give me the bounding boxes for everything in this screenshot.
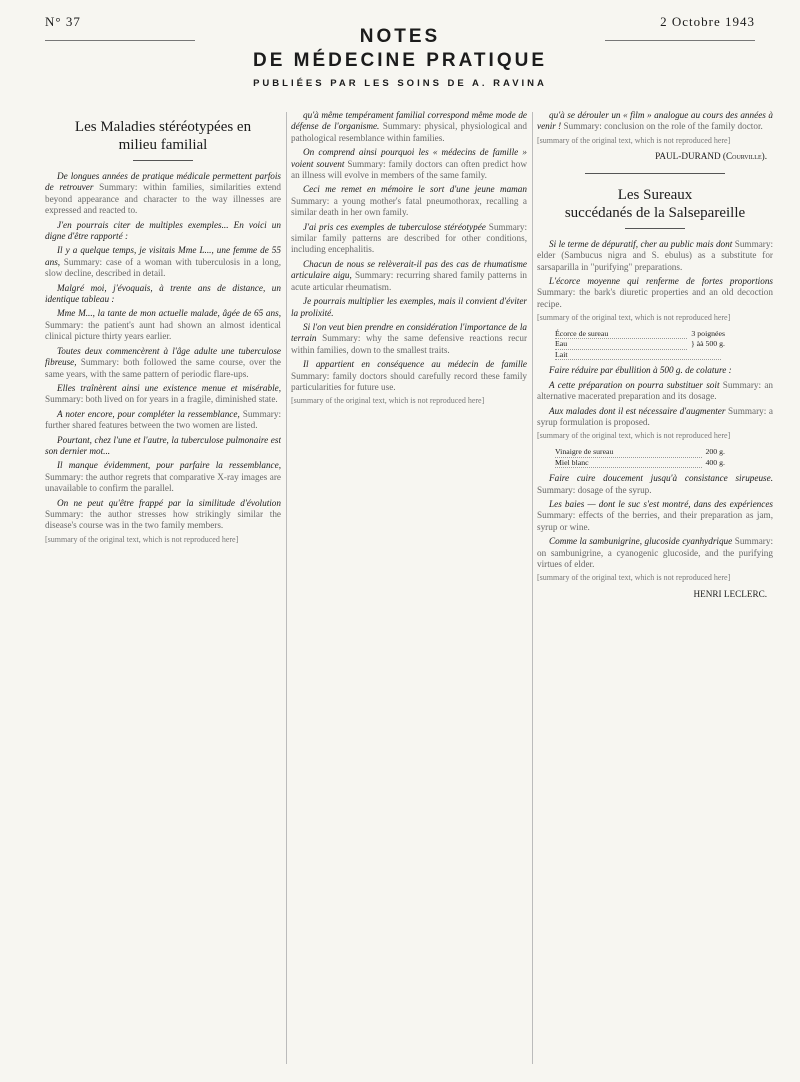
paragraph [45, 308, 281, 342]
paragraph-opening: On ne peut qu'être frappé par la similitude d'évolution [57, 497, 281, 508]
paragraph-summary: Summary: case of a woman with tuberculosis in a long, slow decline, described in detail. [45, 256, 281, 279]
paragraph-opening: On comprend ainsi pourquoi les « médecins de famille » voient souvent [291, 147, 527, 169]
paragraph [537, 536, 773, 570]
paragraph-summary: Summary: the bark's diuretic properties and an old decoction recipe. [537, 287, 773, 309]
paragraph-opening: Les baies — dont le suc s'est montré, dans des expériences [549, 498, 773, 509]
paragraph [291, 147, 527, 181]
recipe-quantity: 3 poignées [691, 328, 725, 338]
column-2 [291, 110, 527, 1070]
journal-title-line1: NOTES [359, 26, 441, 47]
paragraph [45, 171, 281, 217]
paragraph [45, 498, 281, 532]
paragraph [45, 409, 281, 432]
paragraph-opening: Chacun de nous se relèverait-il pas des cas de rhumatisme articulaire aigu, [291, 258, 527, 281]
paragraph-opening: Elles traînèrent ainsi une existence menue et misérable, [57, 382, 281, 393]
paragraph [291, 184, 527, 218]
paragraph-opening: Malgré moi, j'évoquais, à trente ans de distance, un identique tableau : [45, 282, 281, 305]
article-title [45, 118, 281, 154]
paragraph [45, 460, 281, 494]
paragraph [45, 435, 281, 458]
recipe-row [555, 350, 725, 361]
paragraph [537, 365, 773, 376]
paragraph-opening: Aux malades dont il est nécessaire d'augmenter [549, 405, 726, 416]
article-body [537, 365, 773, 441]
paragraph-opening: Il appartient en conséquence au médecin de famille [303, 359, 527, 370]
title-underline [133, 160, 193, 161]
paragraph-summary: Summary: a syrup formulation is proposed. [537, 405, 773, 428]
recipe-row [555, 329, 725, 340]
article-title-line: succédanés de la Salsepareille [564, 204, 746, 221]
paragraph [291, 359, 527, 393]
paragraph-summary: Summary: family doctors can often predict how an illness will evolve in members of the same family. [291, 158, 527, 181]
recipe-ingredient: Miel blanc [555, 458, 702, 469]
issue-number: N° 37 [45, 14, 81, 29]
article-title-line: Les Maladies stéréotypées en [74, 119, 252, 135]
paragraph [291, 110, 527, 144]
paragraph-opening: Faire réduire par ébullition à 500 g. de colature : [549, 365, 732, 376]
paragraph-summary: Summary: dosage of the syrup. [537, 484, 652, 495]
article-title-line: milieu familial [118, 137, 208, 153]
paragraph [291, 322, 527, 356]
summary-notice: [summary of the original text, which is not reproduced here] [537, 135, 731, 145]
paragraph [45, 346, 281, 380]
paragraph-summary: Summary: physical, physiological and pathological resemblance within families. [291, 121, 527, 143]
paragraph-opening: Si l'on veut bien prendre en considération l'importance de la terrain [291, 321, 527, 344]
paragraph-opening: L'écorce moyenne qui renferme de fortes proportions [549, 275, 773, 286]
paragraph-summary: Summary: family doctors should carefully record these family particularities for future use. [291, 370, 527, 392]
paragraph-summary: Summary: recurring shared family patterns in acute articular rheumatism. [291, 270, 527, 292]
recipe-table [555, 447, 773, 468]
column-divider [532, 112, 533, 1064]
recipe-quantity: 400 g. [705, 457, 725, 467]
paragraph-summary: Summary: effects of the berries, and their preparation as jam, syrup or wine. [537, 510, 773, 532]
journal-title-line2: DE MÉDECINE PRATIQUE [252, 50, 547, 71]
paragraph-opening: Il manque évidemment, pour parfaire la ressemblance, [57, 460, 281, 471]
summary-notice: [summary of the original text, which is not reproduced here] [45, 534, 239, 544]
paragraph-summary: Summary: both lived on for years in a fragile, diminished state. [45, 394, 278, 405]
recipe-ingredient: Eau [555, 339, 687, 350]
paragraph-opening: Toutes deux commencèrent à l'âge adulte une tuberculose fibreuse, [45, 345, 281, 368]
recipe-table [555, 329, 773, 361]
paragraph [45, 383, 281, 406]
column-3 [537, 110, 773, 1070]
summary-notice: [summary of the original text, which is not reproduced here] [537, 573, 731, 583]
article-body [537, 110, 773, 145]
paragraph [45, 245, 281, 279]
paragraph [537, 499, 773, 533]
paragraph-opening: Pourtant, chez l'une et l'autre, la tuberculose pulmonaire est son dernier mot... [45, 434, 281, 456]
paragraph-summary: Summary: both followed the same course, over the same years, with the same pattern of periodic flare-ups. [45, 357, 281, 379]
recipe-row [555, 458, 725, 469]
article-body [537, 239, 773, 323]
summary-notice: [summary of the original text, which is not reproduced here] [291, 396, 485, 406]
article-title-line: Les Sureaux [617, 186, 693, 203]
paragraph-opening: J'ai pris ces exemples de tuberculose stéréotypée [303, 221, 486, 232]
paragraph-opening: A noter encore, pour compléter la ressemblance, [57, 408, 240, 419]
recipe-row [555, 339, 725, 350]
article-body [537, 473, 773, 583]
paragraph-opening: Comme la sambunigrine, glucoside cyanhydrique [549, 536, 733, 547]
paragraph-summary: Summary: the patient's aunt had shown an almost identical clinical picture thirty years earlier. [45, 319, 281, 342]
paragraph-opening: A cette préparation on pourra substituer soit [549, 379, 720, 390]
paragraph [537, 110, 773, 133]
paragraph-opening: De longues années de pratique médicale permettent parfois de retrouver [45, 171, 281, 193]
paragraph-opening: Si le terme de dépuratif, cher au public mais dont [549, 238, 733, 249]
article-body [291, 110, 527, 406]
recipe-ingredient: Vinaigre de sureau [555, 447, 702, 458]
summary-notice: [summary of the original text, which is not reproduced here] [537, 431, 731, 441]
masthead [0, 0, 800, 100]
recipe-quantity: } àà 500 g. [690, 339, 725, 349]
paragraph [291, 296, 527, 319]
paragraph-opening: qu'à se dérouler un « film » analogue au cours des années à venir ! [537, 110, 773, 132]
paragraph-summary: Summary: similar family patterns are described for other conditions, including encephalitis. [291, 221, 527, 255]
paragraph-opening: J'en pourrais citer de multiples exemples... En voici un digne d'être rapporté : [45, 219, 281, 242]
recipe-ingredient: Lait [555, 350, 721, 361]
article-separator [585, 173, 725, 174]
paragraph-opening: Je pourrais multiplier les exemples, mais il convient d'éviter la prolixité. [291, 296, 527, 318]
paragraph-summary: Summary: elder (Sambucus nigra and S. ebulus) as a substitute for sarsaparilla in "purifying" preparations. [537, 238, 773, 272]
paragraph-opening: Il y a quelque temps, je visitais Mme L..., une femme de 55 ans, [45, 245, 281, 267]
author-signature: PAUL-DURAND (Courville). [655, 151, 767, 162]
paragraph [45, 283, 281, 306]
paragraph-summary: Summary: the author regrets that comparative X-ray images are unavailable to confirm the parallel. [45, 471, 281, 494]
recipe-quantity: 200 g. [705, 446, 725, 456]
paragraph-summary: Summary: a young mother's fatal pneumothorax, recalling a similar death in her own family. [291, 195, 527, 218]
paragraph-opening: Faire cuire doucement jusqu'à consistance sirupeuse. [549, 473, 773, 484]
summary-notice: [summary of the original text, which is not reproduced here] [537, 313, 731, 323]
paragraph-opening: Mme M..., la tante de mon actuelle malade, âgée de 65 ans, [57, 308, 281, 319]
paragraph [537, 473, 773, 496]
title-underline [625, 228, 685, 229]
column-divider [286, 112, 287, 1064]
author-signature: HENRI LECLERC. [693, 588, 767, 599]
paragraph-opening: qu'à même tempérament familial correspond même mode de défense de l'organisme. [291, 110, 527, 132]
paragraph-summary: Summary: on sambunigrine, a cyanogenic glucoside, and the purifying virtues of elder. [537, 536, 773, 569]
paragraph-summary: Summary: an alternative macerated preparation and its dosage. [537, 379, 773, 402]
paragraph [537, 380, 773, 403]
paragraph [291, 222, 527, 256]
paragraph-summary: Summary: the author stresses how strikingly similar the disease's course was in the two family members. [45, 508, 281, 531]
paragraph-summary: Summary: conclusion on the role of the family doctor. [561, 121, 763, 132]
paragraph-summary: Summary: further shared features between the two women are listed. [45, 408, 281, 431]
article-title [537, 186, 773, 222]
recipe-ingredient: Écorce de sureau [555, 329, 687, 340]
recipe-row [555, 447, 725, 458]
paragraph [537, 406, 773, 429]
column-1 [45, 110, 281, 1070]
paragraph-summary: Summary: why the same defensive reactions recur within families, down to the smallest traits. [291, 333, 527, 355]
journal-subtitle: PUBLIÉES PAR LES SOINS DE A. RAVINA [253, 78, 547, 89]
paragraph-opening: Ceci me remet en mémoire le sort d'une jeune maman [303, 184, 527, 195]
paragraph [291, 259, 527, 293]
article-body [45, 171, 281, 544]
paragraph [537, 239, 773, 273]
paragraph [45, 220, 281, 243]
issue-date: 2 Octobre 1943 [660, 14, 755, 29]
paragraph-summary: Summary: within families, similarities extend beyond appearance and character to the way illnesses are expressed and reacted to. [45, 182, 281, 216]
paragraph [537, 276, 773, 310]
